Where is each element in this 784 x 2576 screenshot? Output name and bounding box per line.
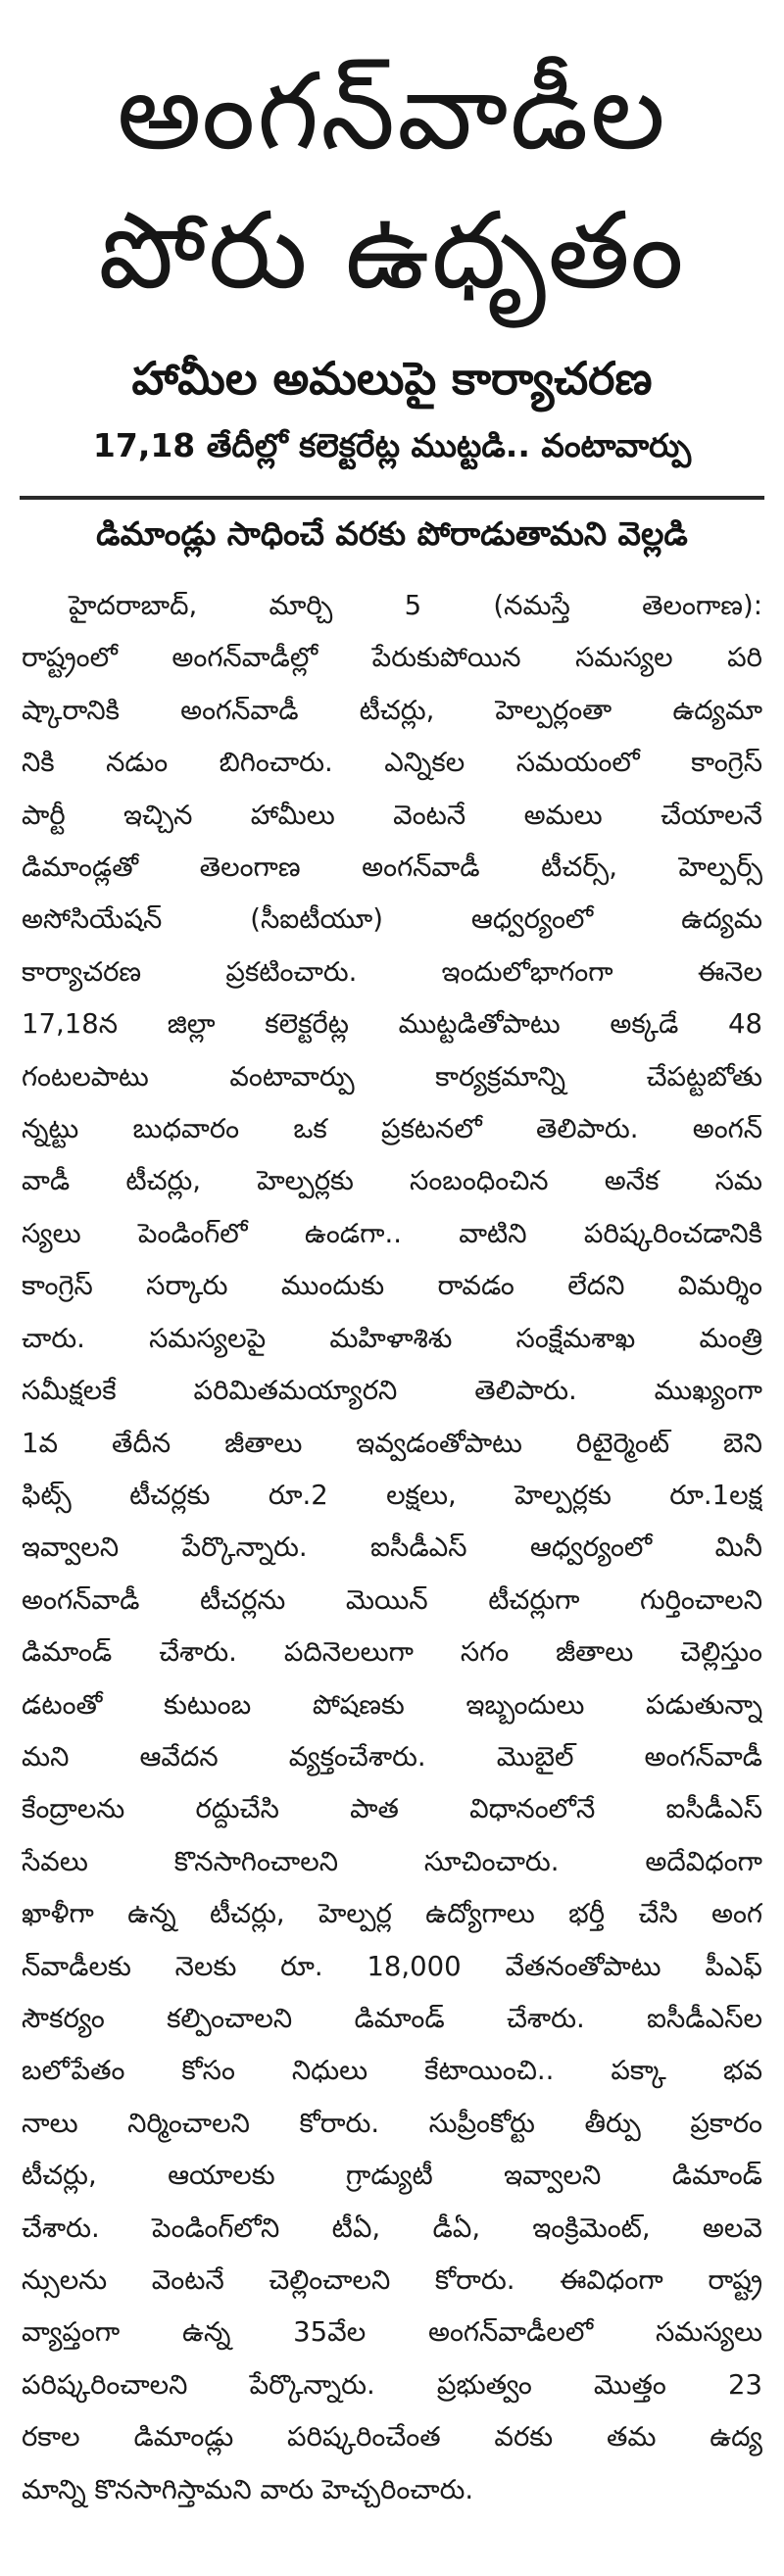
- article-line: డిమాండ్లతో తెలంగాణ అంగన్‌వాడీ టీచర్స్‌, హెల్పర్స్‌: [22, 851, 762, 884]
- article-line: 1వ తేదీన జీతాలు ఇవ్వడంతోపాటు రిటైర్మెంట్‌ బెని: [22, 1427, 762, 1459]
- article-line: ఖాళీగా ఉన్న టీచర్లు, హెల్పర్ల ఉద్యోగాలు భర్తీ చేసి అంగ: [22, 1898, 762, 1930]
- article-line: వ్యాప్తంగా ఉన్న 35వేల అంగన్‌వాడీలలో సమస్యలు: [22, 2316, 762, 2349]
- headline-line-2: పోరు ఉధృతం: [98, 190, 686, 313]
- article-line: నాలు నిర్మించాలని కోరారు. సుప్రీంకోర్టు తీర్పు ప్రకారం: [22, 2107, 762, 2139]
- subheadline: హామీల అమలుపై కార్యాచరణ: [131, 352, 653, 405]
- article-line: పరిష్కరించాలని పేర్కొన్నారు. ప్రభుత్వం మొత్తం 23: [22, 2368, 762, 2401]
- article-line: కార్యాచరణ ప్రకటించారు. ఇందులోభాగంగా ఈనెల: [22, 955, 762, 988]
- article-line: ఇవ్వాలని పేర్కొన్నారు. ఐసీడీఎస్‌ ఆధ్వర్యంలో మినీ: [22, 1531, 762, 1564]
- headline-line-1: అంగన్‌వాడీల: [117, 51, 667, 173]
- article-line: 17,18న జిల్లా కలెక్టరేట్ల ముట్టడితోపాటు అక్కడే 48: [22, 1008, 762, 1041]
- article-line: న్నట్టు బుధవారం ఒక ప్రకటనలో తెలిపారు. అంగన్‌: [22, 1113, 762, 1145]
- article-line: రకాల డిమాండ్లు పరిష్కరించేంత వరకు తమ ఉద్య: [22, 2421, 762, 2454]
- article-line: కేంద్రాలను రద్దుచేసి పాత విధానంలోనే ఐసీడీఎస్‌: [22, 1793, 762, 1825]
- article-line: నికి నడుం బిగించారు. ఎన్నికల సమయంలో కాంగ్రెస్‌: [22, 747, 762, 779]
- article-line: న్‌వాడీలకు నెలకు రూ. 18,000 వేతనంతోపాటు పీఎఫ్‌: [22, 1950, 762, 1982]
- article-line: హైదరాబాద్‌, మార్చి 5 (నమస్తే తెలంగాణ):: [69, 590, 762, 621]
- article-line: టీచర్లు, ఆయాలకు గ్రాడ్యుటీ ఇవ్వాలని డిమాండ్‌: [22, 2160, 762, 2192]
- article-line: న్సులను వెంటనే చెల్లించాలని కోరారు. ఈవిధంగా రాష్ట్ర: [22, 2264, 762, 2296]
- article-line: సమీక్షలకే పరిమితమయ్యారని తెలిపారు. ముఖ్యంగా: [22, 1375, 762, 1407]
- article-line: సేవలు కొనసాగించాలని సూచించారు. అదేవిధంగా: [22, 1845, 762, 1877]
- article-line: డటంతో కుటుంబ పోషణకు ఇబ్బందులు పడుతున్నా: [22, 1688, 762, 1721]
- article-line: అసోసియేషన్‌ (సీఐటీయూ) ఆధ్వర్యంలో ఉద్యమ: [22, 903, 762, 936]
- kicker-line: డిమాండ్లు సాధించే వరకు పోరాడుతామని వెల్లడి: [96, 514, 688, 553]
- article-line: డిమాండ్‌ చేశారు. పదినెలలుగా సగం జీతాలు చెల్లిస్తుం: [22, 1636, 762, 1669]
- article-line: స్యలు పెండింగ్‌లో ఉండగా.. వాటిని పరిష్కరించడానికి: [22, 1217, 762, 1249]
- article-line: చేశారు. పెండింగ్‌లోని టీఏ, డీఏ, ఇంక్రిమెంట్‌, అలవె: [22, 2211, 762, 2244]
- article-line: వాడీ టీచర్లు, హెల్పర్లకు సంబంధించిన అనేక సమ: [22, 1165, 762, 1197]
- article-line: పార్టీ ఇచ్చిన హామీలు వెంటనే అమలు చేయాలనే: [22, 799, 762, 831]
- article-line: ఫిట్స్‌ టీచర్లకు రూ.2 లక్షలు, హెల్పర్లకు రూ.1లక్ష: [22, 1479, 762, 1511]
- article-line: సౌకర్యం కల్పించాలని డిమాండ్‌ చేశారు. ఐసీడీఎస్‌ల: [22, 2002, 762, 2034]
- divider: [20, 496, 764, 500]
- article-line: మని ఆవేదన వ్యక్తంచేశారు. మొబైల్‌ అంగన్‌వాడీ: [22, 1740, 762, 1773]
- headline: [16, 0, 768, 321]
- article-line: బలోపేతం కోసం నిధులు కేటాయించి.. పక్కా భవ: [22, 2055, 762, 2087]
- article-body: [22, 580, 762, 2516]
- article-line: చారు. సమస్యలపై మహిళాశిశు సంక్షేమశాఖ మంత్రి: [22, 1322, 762, 1354]
- article-line: మాన్ని కొనసాగిస్తామని వారు హెచ్చరించారు.: [22, 2473, 474, 2505]
- article-line: కాంగ్రెస్‌ సర్కారు ముందుకు రావడం లేదని విమర్శిం: [22, 1270, 762, 1302]
- article-line: ష్కారానికి అంగన్‌వాడీ టీచర్లు, హెల్పర్లంతా ఉద్యమా: [22, 694, 762, 726]
- tagline: 17,18 తేదీల్లో కలెక్టరేట్ల ముట్టడి.. వంటావార్పు: [92, 426, 692, 464]
- article-line: అంగన్‌వాడీ టీచర్లను మెయిన్‌ టీచర్లుగా గుర్తించాలని: [22, 1583, 762, 1616]
- article-line: గంటలపాటు వంటావార్పు కార్యక్రమాన్ని చేపట్టబోతు: [22, 1060, 762, 1093]
- article-line: రాష్ట్రంలో అంగన్‌వాడీల్లో పేరుకుపోయిన సమస్యల పరి: [22, 642, 762, 674]
